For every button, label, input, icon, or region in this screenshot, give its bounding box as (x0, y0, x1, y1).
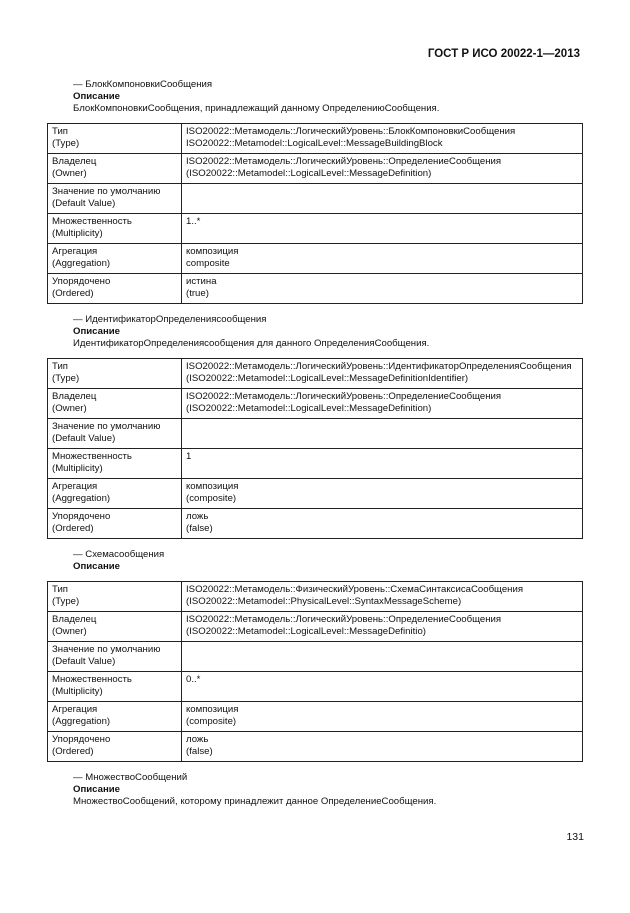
document-number: ГОСТ Р ИСО 20022-1—2013 (427, 48, 580, 60)
table-row (48, 359, 583, 389)
description-text: ИдентификаторОпределениясообщения для данного ОпределенияСообщения. (73, 338, 430, 349)
property-value: композиция composite (182, 244, 583, 274)
property-label: Упорядочено (Ordered) (48, 509, 182, 539)
table-row (48, 124, 583, 154)
section-heading (47, 314, 583, 338)
property-value (182, 642, 583, 672)
description-label: Описание (73, 784, 120, 795)
table-row (48, 479, 583, 509)
property-label: Владелец (Owner) (48, 389, 182, 419)
table-row (48, 732, 583, 762)
property-value: 1..* (182, 214, 583, 244)
table-row (48, 702, 583, 732)
property-label: Упорядочено (Ordered) (48, 732, 182, 762)
section-title: — БлокКомпоновкиСообщения (73, 79, 213, 90)
property-label: Владелец (Owner) (48, 612, 182, 642)
property-label: Тип (Type) (48, 124, 182, 154)
table-row (48, 244, 583, 274)
property-value: ISO20022::Метамодель::ЛогическийУровень::ОпределениеСообщения (ISO20022::Metamodel::LogicalLevel::MessageDefinition) (182, 389, 583, 419)
property-value (182, 419, 583, 449)
property-value: композиция (composite) (182, 702, 583, 732)
property-value: 1 (182, 449, 583, 479)
description-label: Описание (73, 326, 120, 337)
section-heading (47, 549, 583, 573)
property-label: Значение по умолчанию (Default Value) (48, 642, 182, 672)
property-label: Множественность (Multiplicity) (48, 672, 182, 702)
section-title: — Схемасообщения (73, 549, 165, 560)
table-row (48, 612, 583, 642)
property-label: Множественность (Multiplicity) (48, 214, 182, 244)
page-number: 131 (566, 831, 584, 843)
table-row (48, 449, 583, 479)
section-message-set (47, 772, 583, 808)
description-label: Описание (73, 561, 120, 572)
property-value: композиция (composite) (182, 479, 583, 509)
section-message-definition-identifier (47, 314, 583, 539)
description-text: МножествоСообщений, которому принадлежит данное ОпределениеСообщения. (73, 796, 437, 807)
properties-table (47, 581, 583, 762)
property-value: ISO20022::Метамодель::ЛогическийУровень::ИдентификаторОпределенияСообщения (ISO20022::Metamodel::LogicalLevel::MessageDefinitionIdentifier) (182, 359, 583, 389)
section-heading (47, 772, 583, 796)
property-label: Агрегация (Aggregation) (48, 702, 182, 732)
property-label: Множественность (Multiplicity) (48, 449, 182, 479)
property-label: Владелец (Owner) (48, 154, 182, 184)
property-value: ложь (false) (182, 732, 583, 762)
property-value: ложь (false) (182, 509, 583, 539)
section-title: — МножествоСообщений (73, 772, 188, 783)
property-value: ISO20022::Метамодель::ЛогическийУровень::ОпределениеСообщения (ISO20022::Metamodel::LogicalLevel::MessageDefinition) (182, 154, 583, 184)
table-row (48, 509, 583, 539)
document-body (47, 79, 583, 818)
property-label: Тип (Type) (48, 582, 182, 612)
property-value: ISO20022::Метамодель::ЛогическийУровень::БлокКомпоновкиСообщения ISO20022::Metamodel::LogicalLevel::MessageBuildingBlock (182, 124, 583, 154)
section-title: — ИдентификаторОпределениясообщения (73, 314, 267, 325)
section-heading (47, 79, 583, 103)
property-label: Агрегация (Aggregation) (48, 244, 182, 274)
property-label: Значение по умолчанию (Default Value) (48, 419, 182, 449)
property-label: Значение по умолчанию (Default Value) (48, 184, 182, 214)
section-message-scheme (47, 549, 583, 762)
table-row (48, 582, 583, 612)
table-row (48, 214, 583, 244)
property-value (182, 184, 583, 214)
description-label: Описание (73, 91, 120, 102)
property-label: Упорядочено (Ordered) (48, 274, 182, 304)
table-row (48, 154, 583, 184)
property-value: ISO20022::Метамодель::ЛогическийУровень::ОпределениеСообщения (ISO20022::Metamodel::LogicalLevel::MessageDefinitio) (182, 612, 583, 642)
table-row (48, 642, 583, 672)
property-value: истина (true) (182, 274, 583, 304)
table-row (48, 389, 583, 419)
table-row (48, 274, 583, 304)
table-row (48, 419, 583, 449)
property-value: ISO20022::Метамодель::ФизическийУровень::СхемаСинтаксисаСообщения (ISO20022::Metamodel::PhysicalLevel::SyntaxMessageScheme) (182, 582, 583, 612)
table-row (48, 672, 583, 702)
property-label: Агрегация (Aggregation) (48, 479, 182, 509)
property-label: Тип (Type) (48, 359, 182, 389)
table-row (48, 184, 583, 214)
properties-table (47, 123, 583, 304)
description-text: БлокКомпоновкиСообщения, принадлежащий данному ОпределениюСообщения. (73, 103, 440, 114)
property-value: 0..* (182, 672, 583, 702)
properties-table (47, 358, 583, 539)
section-message-building-block (47, 79, 583, 304)
